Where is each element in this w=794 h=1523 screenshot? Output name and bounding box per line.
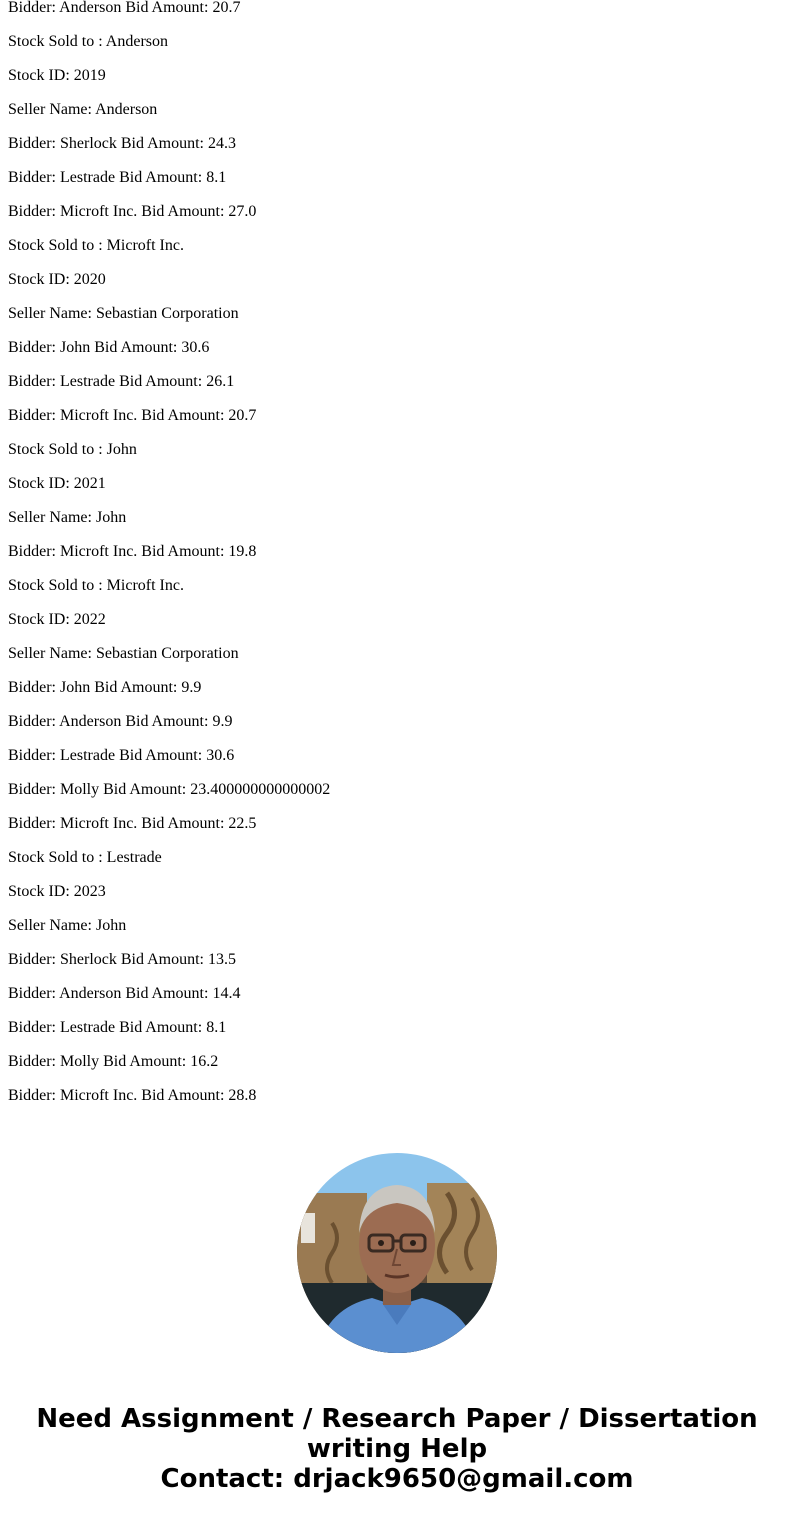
output-line: Stock ID: 2022 xyxy=(8,611,106,628)
promo-headline-continued: writing Help xyxy=(306,1434,488,1464)
output-line: Bidder: Microft Inc. Bid Amount: 28.8 xyxy=(8,1087,257,1104)
output-line: Bidder: Anderson Bid Amount: 20.7 xyxy=(8,0,241,16)
output-line: Bidder: Sherlock Bid Amount: 24.3 xyxy=(8,135,236,152)
output-line: Seller Name: Sebastian Corporation xyxy=(8,305,239,322)
output-line: Bidder: John Bid Amount: 30.6 xyxy=(8,339,210,356)
promo-banner xyxy=(0,1404,794,1494)
output-line: Bidder: Microft Inc. Bid Amount: 27.0 xyxy=(8,203,257,220)
output-line: Stock ID: 2020 xyxy=(8,271,106,288)
promo-headline: Need Assignment / Research Paper / Dissertation xyxy=(36,1404,758,1434)
output-line: Stock Sold to : Microft Inc. xyxy=(8,577,184,594)
promo-contact: Contact: drjack9650@gmail.com xyxy=(160,1464,634,1494)
output-line: Seller Name: Sebastian Corporation xyxy=(8,645,239,662)
output-line: Bidder: John Bid Amount: 9.9 xyxy=(8,679,202,696)
output-line: Bidder: Lestrade Bid Amount: 8.1 xyxy=(8,169,227,186)
output-line: Stock Sold to : Microft Inc. xyxy=(8,237,184,254)
output-line: Bidder: Lestrade Bid Amount: 26.1 xyxy=(8,373,235,390)
output-line: Bidder: Microft Inc. Bid Amount: 19.8 xyxy=(8,543,257,560)
output-line: Seller Name: John xyxy=(8,509,127,526)
output-line: Bidder: Sherlock Bid Amount: 13.5 xyxy=(8,951,236,968)
output-line: Bidder: Molly Bid Amount: 23.400000000000002 xyxy=(8,781,331,798)
output-line: Bidder: Anderson Bid Amount: 9.9 xyxy=(8,713,233,730)
output-line: Stock Sold to : John xyxy=(8,441,137,458)
output-line: Seller Name: Anderson xyxy=(8,101,158,118)
output-line: Bidder: Microft Inc. Bid Amount: 22.5 xyxy=(8,815,257,832)
output-line: Stock ID: 2023 xyxy=(8,883,106,900)
output-line: Bidder: Lestrade Bid Amount: 30.6 xyxy=(8,747,235,764)
output-line: Bidder: Lestrade Bid Amount: 8.1 xyxy=(8,1019,227,1036)
output-line: Stock ID: 2021 xyxy=(8,475,106,492)
output-lines xyxy=(8,0,788,1112)
output-line: Stock ID: 2019 xyxy=(8,67,106,84)
output-line: Bidder: Anderson Bid Amount: 14.4 xyxy=(8,985,241,1002)
output-line: Stock Sold to : Anderson xyxy=(8,33,169,50)
output-line: Stock Sold to : Lestrade xyxy=(8,849,162,866)
output-line: Bidder: Molly Bid Amount: 16.2 xyxy=(8,1053,219,1070)
author-avatar xyxy=(297,1153,497,1353)
output-line: Seller Name: John xyxy=(8,917,127,934)
output-line: Bidder: Microft Inc. Bid Amount: 20.7 xyxy=(8,407,257,424)
